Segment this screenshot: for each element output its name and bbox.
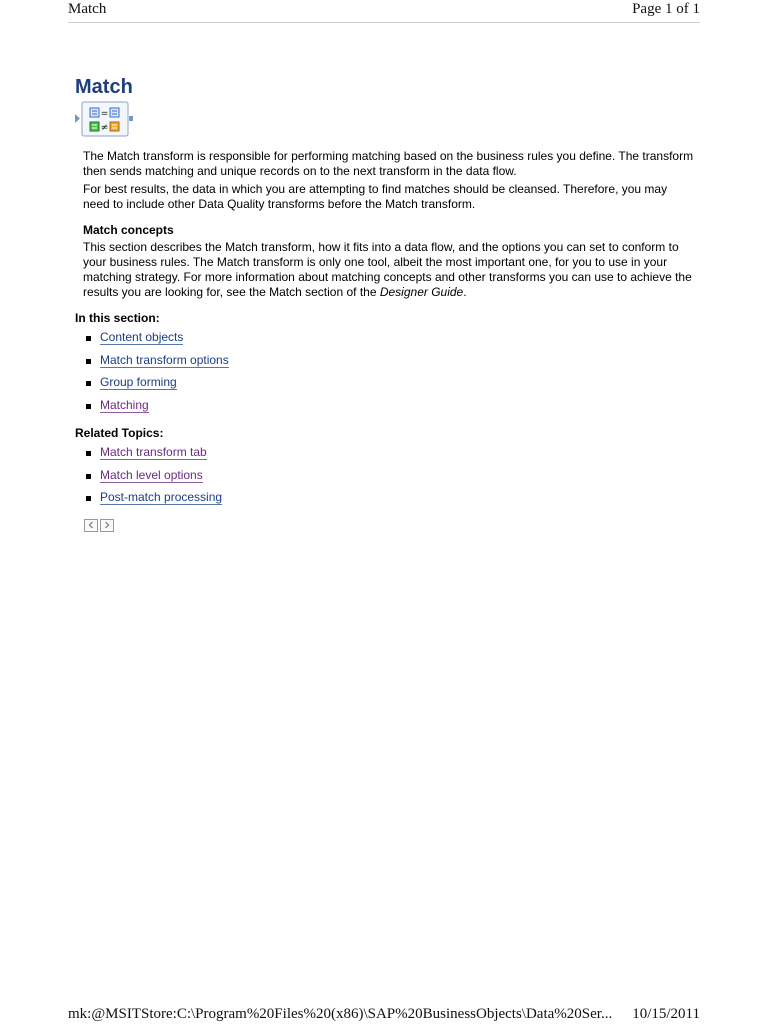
list-item — [75, 398, 695, 421]
list-item — [75, 353, 695, 376]
next-arrow-icon[interactable] — [100, 519, 114, 532]
match-concepts-paragraph — [83, 240, 695, 300]
list-item — [75, 375, 695, 398]
header-divider — [68, 22, 700, 23]
link-post-match-processing[interactable]: Post-match processing — [100, 490, 223, 504]
bullet-icon — [86, 474, 91, 479]
intro-paragraph-2: For best results, the data in which you are attempting to find matches should be cleansed. Therefore, you may need to include other Data Quality transforms before the Match transform. — [83, 182, 668, 211]
print-header-title: Match — [68, 1, 107, 17]
match-transform-icon — [75, 101, 135, 137]
designer-guide-reference: Designer Guide — [379, 285, 464, 299]
svg-text:≠: ≠ — [100, 123, 109, 133]
bullet-icon — [86, 451, 91, 456]
bullet-icon — [86, 359, 91, 364]
bullet-icon — [86, 404, 91, 409]
link-group-forming[interactable]: Group forming — [100, 375, 177, 389]
print-header-page: Page 1 of 1 — [632, 1, 700, 17]
related-topics-list — [75, 445, 695, 513]
link-match-transform-tab[interactable]: Match transform tab — [100, 445, 207, 459]
document-body — [75, 74, 695, 532]
link-match-transform-options[interactable]: Match transform options — [100, 352, 229, 367]
print-footer-date: 10/15/2011 — [632, 1006, 700, 1022]
link-matching[interactable]: Matching — [100, 397, 149, 412]
svg-text:=: = — [100, 109, 109, 119]
in-this-section-list — [75, 330, 695, 420]
topic-navigation — [84, 519, 695, 532]
in-this-section-label: In this section: — [75, 311, 160, 325]
concepts-text: This section describes the Match transform, how it fits into a data flow, and the options you can set to conform to your business rules. The Match transform is only one tool, albeit the most important one, for you to use in your matching strategy. For more information about matching concepts and other transforms you can use to achieve the results you are looking for, see the Match section of the — [83, 240, 692, 299]
bullet-icon — [86, 336, 91, 341]
intro-paragraph-1: The Match transform is responsible for performing matching based on the business rules you define. The transform then sends matching and unique records on to the next transform in the data flow. — [83, 149, 694, 178]
related-topics-label: Related Topics: — [75, 426, 164, 440]
bullet-icon — [86, 381, 91, 386]
list-item — [75, 468, 695, 491]
link-content-objects[interactable]: Content objects — [100, 330, 184, 344]
concepts-end: . — [463, 285, 467, 299]
link-match-level-options[interactable]: Match level options — [100, 467, 203, 482]
list-item — [75, 490, 695, 513]
bullet-icon — [86, 496, 91, 501]
print-footer-url: mk:@MSITStore:C:\Program%20Files%20(x86)\SAP%20BusinessObjects\Data%20Ser... — [68, 1006, 613, 1022]
page-title: Match — [75, 76, 133, 98]
list-item — [75, 330, 695, 353]
match-concepts-heading: Match concepts — [83, 223, 174, 237]
previous-arrow-icon[interactable] — [84, 519, 98, 532]
list-item — [75, 445, 695, 468]
